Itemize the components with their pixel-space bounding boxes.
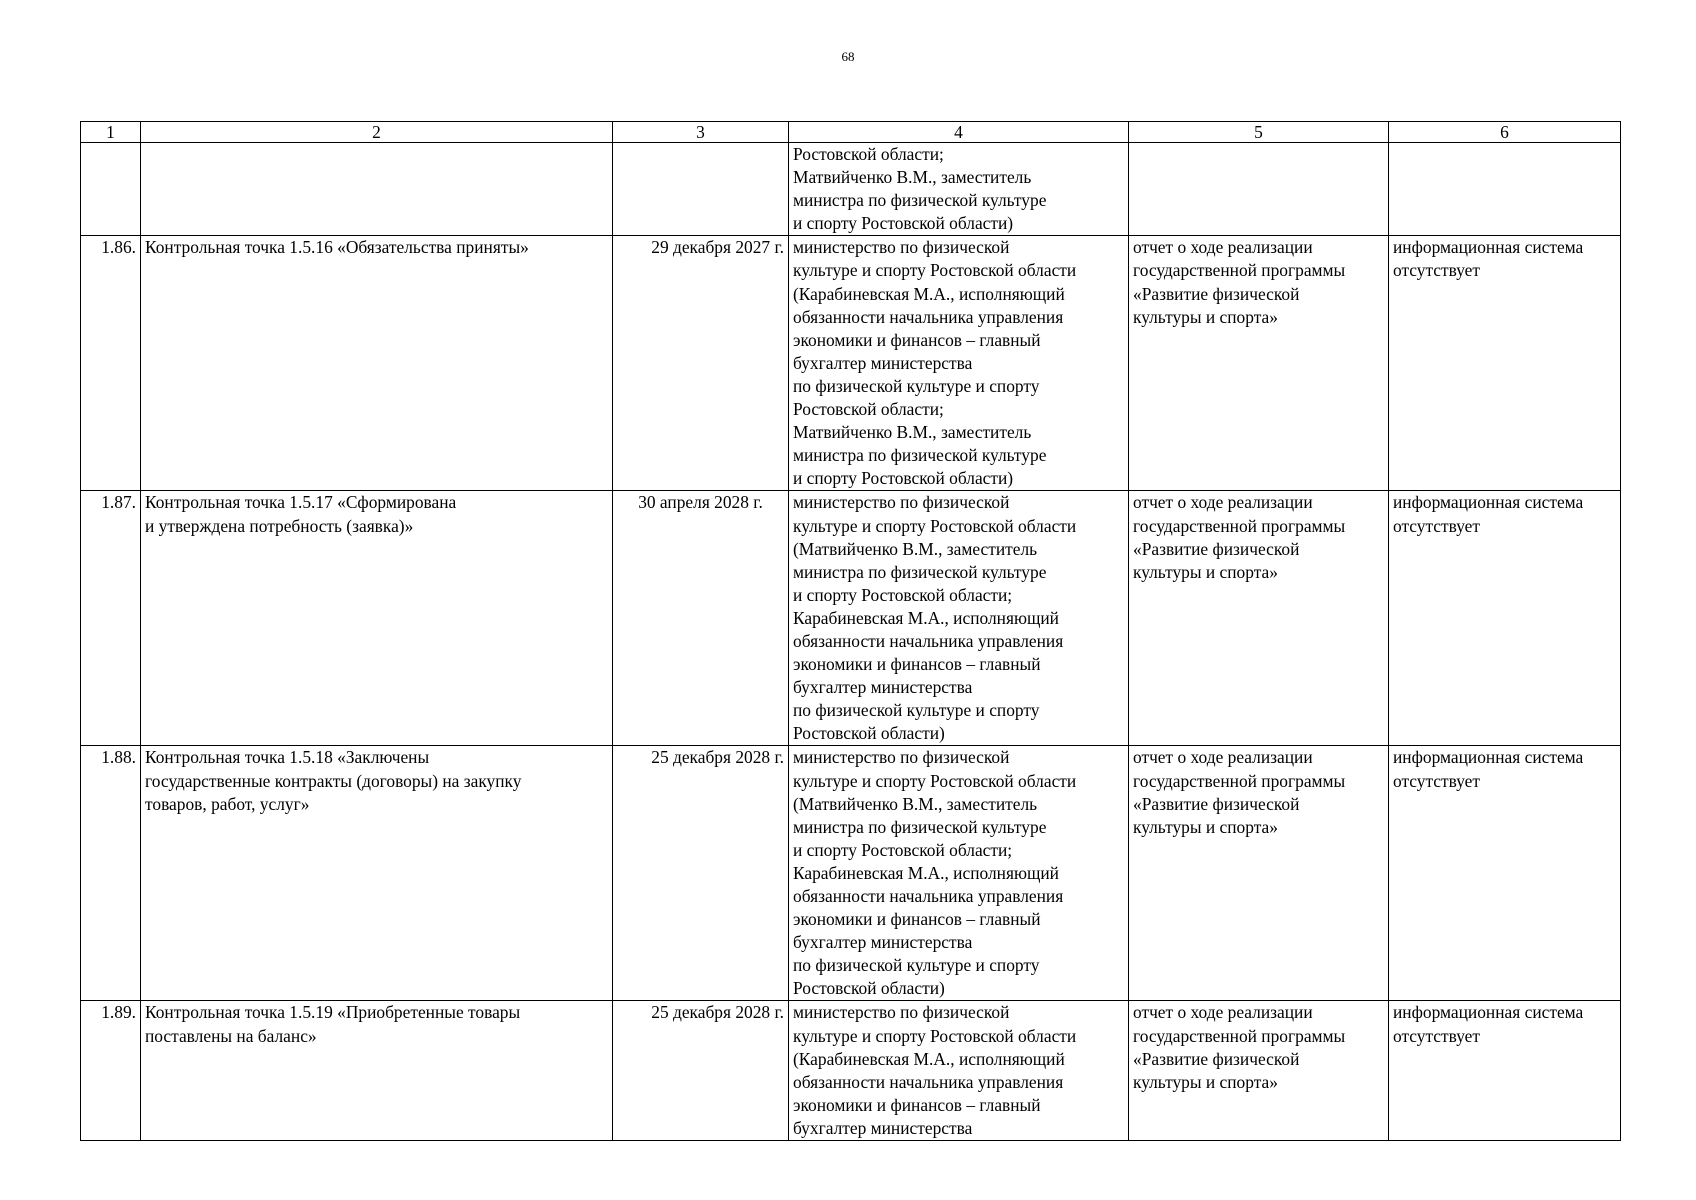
header-col-1: 1 [81,122,141,143]
information-system: информационная система отсутствует [1389,1001,1621,1141]
control-point-name [141,143,613,236]
responsible-executor: министерство по физической культуре и спорту Ростовской области (Карабиневская М.А., исполняющий обязанности начальника управления экономики и финансов – главный бухгалтер министерства по физической культуре и спорту Ростовской области; Матвийченко В.М., заместитель министра по физической культуре и спорту Ростовской области) [789,236,1129,491]
deadline-date: 29 декабря 2027 г. [613,236,789,491]
information-system: информационная система отсутствует [1389,236,1621,491]
table-row [81,746,1621,1001]
confirming-document: отчет о ходе реализации государственной программы «Развитие физической культуры и спорта» [1129,236,1389,491]
header-col-5: 5 [1129,122,1389,143]
header-col-3: 3 [613,122,789,143]
header-row [81,122,1621,143]
control-point-name: Контрольная точка 1.5.17 «Сформирована и утверждена потребность (заявка)» [141,491,613,746]
row-number: 1.88. [81,746,141,1001]
header-col-2: 2 [141,122,613,143]
table-row [81,236,1621,491]
header-col-6: 6 [1389,122,1621,143]
deadline-date: 30 апреля 2028 г. [613,491,789,746]
confirming-document: отчет о ходе реализации государственной программы «Развитие физической культуры и спорта» [1129,491,1389,746]
control-point-name: Контрольная точка 1.5.19 «Приобретенные товары поставлены на баланс» [141,1001,613,1141]
deadline-date: 25 декабря 2028 г. [613,1001,789,1141]
deadline-date [613,143,789,236]
row-number: 1.89. [81,1001,141,1141]
table-row [81,1001,1621,1141]
row-number: 1.86. [81,236,141,491]
control-point-name: Контрольная точка 1.5.16 «Обязательства приняты» [141,236,613,491]
table-row [81,143,1621,236]
responsible-executor: министерство по физической культуре и спорту Ростовской области (Матвийченко В.М., заместитель министра по физической культуре и спорту Ростовской области; Карабиневская М.А., исполняющий обязанности начальника управления экономики и финансов – главный бухгалтер министерства по физической культуре и спорту Ростовской области) [789,491,1129,746]
responsible-executor: министерство по физической культуре и спорту Ростовской области (Матвийченко В.М., заместитель министра по физической культуре и спорту Ростовской области; Карабиневская М.А., исполняющий обязанности начальника управления экономики и финансов – главный бухгалтер министерства по физической культуре и спорту Ростовской области) [789,746,1129,1001]
information-system [1389,143,1621,236]
confirming-document: отчет о ходе реализации государственной программы «Развитие физической культуры и спорта» [1129,1001,1389,1141]
information-system: информационная система отсутствует [1389,491,1621,746]
page-number: 68 [841,49,855,64]
table-row [81,491,1621,746]
deadline-date: 25 декабря 2028 г. [613,746,789,1001]
information-system: информационная система отсутствует [1389,746,1621,1001]
responsible-executor: Ростовской области; Матвийченко В.М., заместитель министра по физической культуре и спорту Ростовской области) [789,143,1129,236]
row-number [81,143,141,236]
control-points-table [80,121,1621,1141]
row-number: 1.87. [81,491,141,746]
confirming-document: отчет о ходе реализации государственной программы «Развитие физической культуры и спорта» [1129,746,1389,1001]
responsible-executor: министерство по физической культуре и спорту Ростовской области (Карабиневская М.А., исполняющий обязанности начальника управления экономики и финансов – главный бухгалтер министерства [789,1001,1129,1141]
header-col-4: 4 [789,122,1129,143]
confirming-document [1129,143,1389,236]
control-point-name: Контрольная точка 1.5.18 «Заключены государственные контракты (договоры) на закупку товаров, работ, услуг» [141,746,613,1001]
